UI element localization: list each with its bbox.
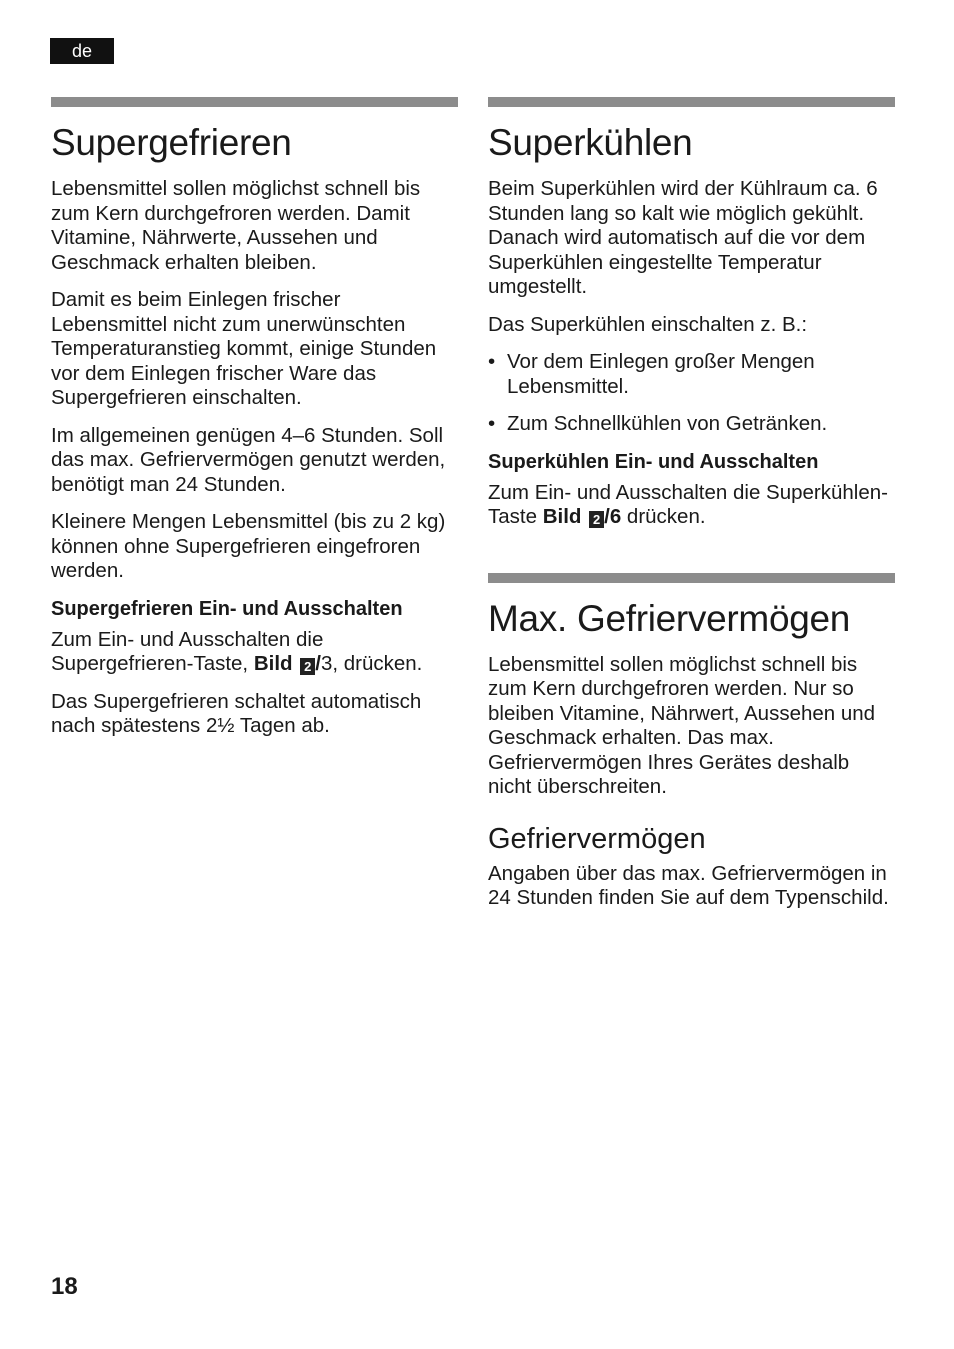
list-item-text: Vor dem Einlegen großer Mengen Lebensmittel. <box>507 350 815 398</box>
instruction-paragraph <box>488 481 895 530</box>
max-gefriervermoegen-section <box>488 573 895 911</box>
page-number: 18 <box>51 1273 78 1300</box>
instruction-text: Zum Ein- und Ausschalten die Supergefrieren-Taste, <box>51 627 324 675</box>
figure-ref: /6 <box>604 505 622 528</box>
instruction-text-end: , drücken. <box>332 652 423 675</box>
paragraph: Damit es beim Einlegen frischer Lebensmittel nicht zum unerwünschten Temperaturanstieg kommt, einige Stunden vor dem Einlegen frischer Ware das Supergefrieren einschalten. <box>51 288 437 409</box>
figure-slash: / <box>315 652 321 675</box>
instruction-paragraph <box>51 628 458 677</box>
paragraph: Beim Superkühlen wird der Kühlraum ca. 6 Stunden lang so kalt wie möglich gekühlt. Danach wird automatisch auf die vor dem Superkühlen eingestellte Temperatur umgestellt. <box>488 177 878 298</box>
bullet-list <box>488 350 895 437</box>
instruction-text-end: drücken. <box>621 505 706 528</box>
list-item <box>488 350 895 399</box>
paragraph: Das Supergefrieren schaltet automatisch nach spätestens 2½ Tagen ab. <box>51 689 422 737</box>
section-rule <box>51 97 458 107</box>
section-title-superkuehlen: Superkühlen <box>488 122 693 163</box>
figure-ref: 3 <box>320 652 333 675</box>
paragraph: Lebensmittel sollen möglichst schnell bis zum Kern durchgefroren werden. Nur so bleiben Vitamine, Nährwert, Aussehen und Geschmack erhalten. Das max. Gefriervermögen Ihres Gerätes deshalb nicht überschreiten. <box>488 652 876 798</box>
subsection-title-gefriervermoegen: Gefriervermögen <box>488 822 706 855</box>
section-rule <box>488 573 895 583</box>
paragraph: Lebensmittel sollen möglichst schnell bis zum Kern durchgefroren werden. Damit Vitamine, Nährwerte, Aussehen und Geschmack erhalten bleiben. <box>51 177 421 274</box>
language-tag: de <box>50 38 114 64</box>
section-title-supergefrieren: Supergefrieren <box>51 122 292 163</box>
section-rule <box>488 97 895 107</box>
figure-label: Bild <box>253 652 293 675</box>
bullet-mark: • <box>488 412 496 435</box>
bullet-mark: • <box>488 350 496 373</box>
paragraph: Im allgemeinen genügen 4–6 Stunden. Soll das max. Gefriervermögen genutzt werden, benötigt man 24 Stunden. <box>51 423 446 496</box>
subheading-superkuehlen-switch: Superkühlen Ein- und Ausschalten <box>488 450 819 473</box>
superkuehlen-column <box>488 97 895 924</box>
list-item-text: Zum Schnellkühlen von Getränken. <box>507 412 828 435</box>
section-title-max-gefriervermoegen: Max. Gefriervermögen <box>488 597 851 639</box>
list-item <box>488 412 895 437</box>
paragraph: Das Superkühlen einschalten z. B.: <box>488 312 808 336</box>
paragraph: Kleinere Mengen Lebensmittel (bis zu 2 kg) können ohne Supergefrieren eingefroren werden. <box>51 510 446 582</box>
figure-number-box: 2 <box>300 658 315 675</box>
subheading-supergefrieren-switch: Supergefrieren Ein- und Ausschalten <box>51 597 403 620</box>
paragraph: Angaben über das max. Gefriervermögen in 24 Stunden finden Sie auf dem Typenschild. <box>488 861 889 909</box>
figure-label: Bild <box>542 505 582 528</box>
supergefrieren-column <box>51 97 458 752</box>
instruction-text: Zum Ein- und Ausschalten die Superkühlen-Taste <box>488 480 888 528</box>
figure-number-box: 2 <box>589 511 604 528</box>
